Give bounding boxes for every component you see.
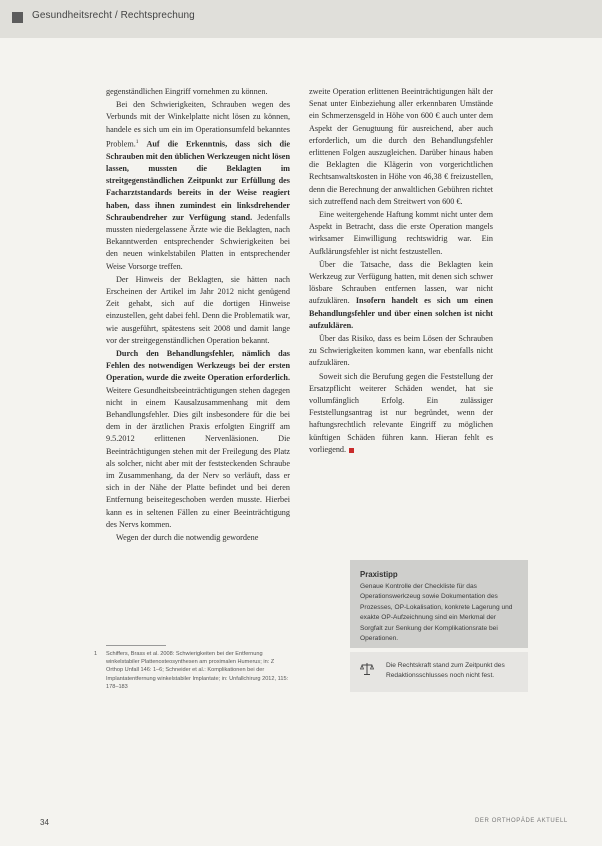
end-of-article-mark <box>349 448 354 453</box>
right-column <box>309 86 493 456</box>
legal-status-text: Die Rechtskraft stand zum Zeitpunkt des Redaktionsschlusses noch nicht fest. <box>386 662 505 679</box>
paragraph-emphasis: Durch den Behandlungsfehler, nämlich das Fehlen des notwendigen Werkzeugs bei der ersten Operation, wurde die zweite Operation erforderlich. <box>106 349 290 383</box>
scales-icon <box>360 662 374 676</box>
paragraph: Der Hinweis der Beklagten, sie hätten nach Erscheinen der Artikel im Jahr 2012 nicht genügend Zeit gehabt, sich auf die dortigen Hinweise einzustellen, geht dabei fehl. Denn die Problematik war, wie ausgeführt, spätestens seit 2008 und damit lange vor der streitgegenständlichen Operation bekannt. <box>106 274 290 345</box>
header-marker-square <box>12 12 23 23</box>
footnote-reference: 1 <box>135 138 139 145</box>
page-header <box>0 0 602 38</box>
journal-name: DER ORTHOPÄDE AKTUELL <box>475 818 568 824</box>
paragraph-text: Über die Tatsache, dass die Beklagten kein Werkzeug zur Verfügung hatten, mit denen sich schwer lösbare Schrauben entfernen lassen, war nicht aufzuklären. <box>309 259 493 306</box>
paragraph <box>106 99 290 273</box>
practice-tip-text: Genaue Kontrolle der Checkliste für das Operationswerkzeug sowie Dokumentation des Prozesses, OP-Lokalisation, konkrete Lagerung und exakte OP-Aufzeichnung sind ein Merkmal der Sorgfalt zur Senkung der Komplikationsrate bei Operationen. <box>360 583 513 643</box>
paragraph-text: Jedenfalls mussten niedergelassene Ärzte wie die Beklagten, nach Bekanntwerden entsprechender Schwierigkeiten bei den neuen winkelstabilen Platten in entsprechender Weise Vorsorge treffen. <box>106 212 290 271</box>
footnote-divider <box>106 645 166 646</box>
paragraph: gegenständlichen Eingriff vornehmen zu können. <box>106 87 268 96</box>
paragraph-text: Soweit sich die Berufung gegen die Feststellung der Ersatzpflicht weiterer Schäden wendet, hat sie vollumfänglich Erfolg. Ein zulässiger Feststellungsantrag ist nur begründet, wenn der haftungsrechtlich relevante Eingriff zu möglichen künftigen Schäden führen kann. Hieran fehlt es vorliegend. <box>309 371 493 454</box>
page-number: 34 <box>40 818 49 827</box>
footnote-text: Schiffers, Brass et al. 2008: Schwierigkeiten bei der Entfernung winkelstabiler Plattenosteosynthesen am proximalen Humerus; in: Z Orthop Unfall 146: 1–6; Schneider et al.: Komplikationen bei der Implantatentfernung winkelstabiler Implantate; in: Unfallchirurg 2012, 115: 178–183 <box>106 651 289 690</box>
paragraph-text: Weitere Gesundheitsbeeinträchtigungen stehen dagegen nicht in einem Kausalzusammenhang mit dem Behandlungsfehler. Dies gilt insbesondere für die bei dem in der ärztlichen Praxis erfolgten Eingriff am 9.5.2012 erlittenen Nervenläsionen. Die Beeinträchtigungen stehen mit der Freilegung des Platz als solcher, nicht aber mit der feststeckenden Schraube im Zusammenhang, da der Nerv so verläuft, dass er sich in der Nähe der Platte befindet und bei deren Entfernung beiseitegeschoben werden musste. Hierbei kann es in seltenen Fällen zu einer Beeinträchtigung des Nervs kommen. <box>106 385 290 529</box>
paragraph <box>309 371 493 456</box>
footnote-number: 1 <box>94 651 98 657</box>
paragraph-emphasis: Insofern handelt es sich um einen Behandlungsfehler und über einen solchen ist nicht aufzuklären. <box>309 296 494 330</box>
paragraph-emphasis: Auf die Erkenntnis, dass sich die Schrauben mit den üblichen Werkzeugen nicht lösen lassen, mussten die Beklagten im streitgegenständlichen Zeitpunkt zur Erfüllung des Facharztstandards bereits in der Weise reagiert haben, dass ihnen zumindest ein linksdrehender Schraubendreher zur Verfügung stand. <box>106 139 291 222</box>
paragraph: zweite Operation erlittenen Beeinträchtigungen hält der Senat unter Einbeziehung aller erkennbaren Umstände ein Schmerzensgeld in Höhe von 600 € auch unter dem Aspekt der Genugtuung für ausreichend, aber auch erforderlich, um die durch den Behandlungsfehler erlittenen Folgen auszugleichen. Darüber hinaus haben die Beklagten die Klägerin von vorgerichtlichen Rechtsanwaltskosten in Höhe von 46,38 € freizustellen, denn die Berechnung der anwaltlichen Gebühren richtet sich zutreffend nach dem Streitwert von 600 €. <box>309 87 493 206</box>
footnote <box>94 650 290 691</box>
paragraph-text: Bei den Schwierigkeiten, Schrauben wegen des Verbunds mit der Winkelplatte nicht lösen zu können, handele es sich um ein im Operationsumfeld bekanntes Problem. <box>106 100 290 149</box>
legal-status-box <box>350 652 528 692</box>
practice-tip-title: Praxistipp <box>360 570 398 579</box>
paragraph <box>106 348 290 531</box>
paragraph: Wegen der durch die notwendig gewordene <box>116 533 259 543</box>
paragraph <box>309 259 493 332</box>
left-column <box>106 86 290 544</box>
paragraph: Eine weitergehende Haftung kommt nicht unter dem Aspekt in Betracht, dass die erste Operation mangels wirksamer Einwilligung rechtswidrig war. Ein Aufklärungsfehler ist nicht festzustellen. <box>309 210 493 256</box>
paragraph: Über das Risiko, dass es beim Lösen der Schrauben zu Schwierigkeiten kommen kann, war ebenfalls nicht aufzuklären. <box>309 334 493 368</box>
practice-tip-box <box>350 560 528 648</box>
section-title: Gesundheitsrecht / Rechtsprechung <box>32 10 195 21</box>
